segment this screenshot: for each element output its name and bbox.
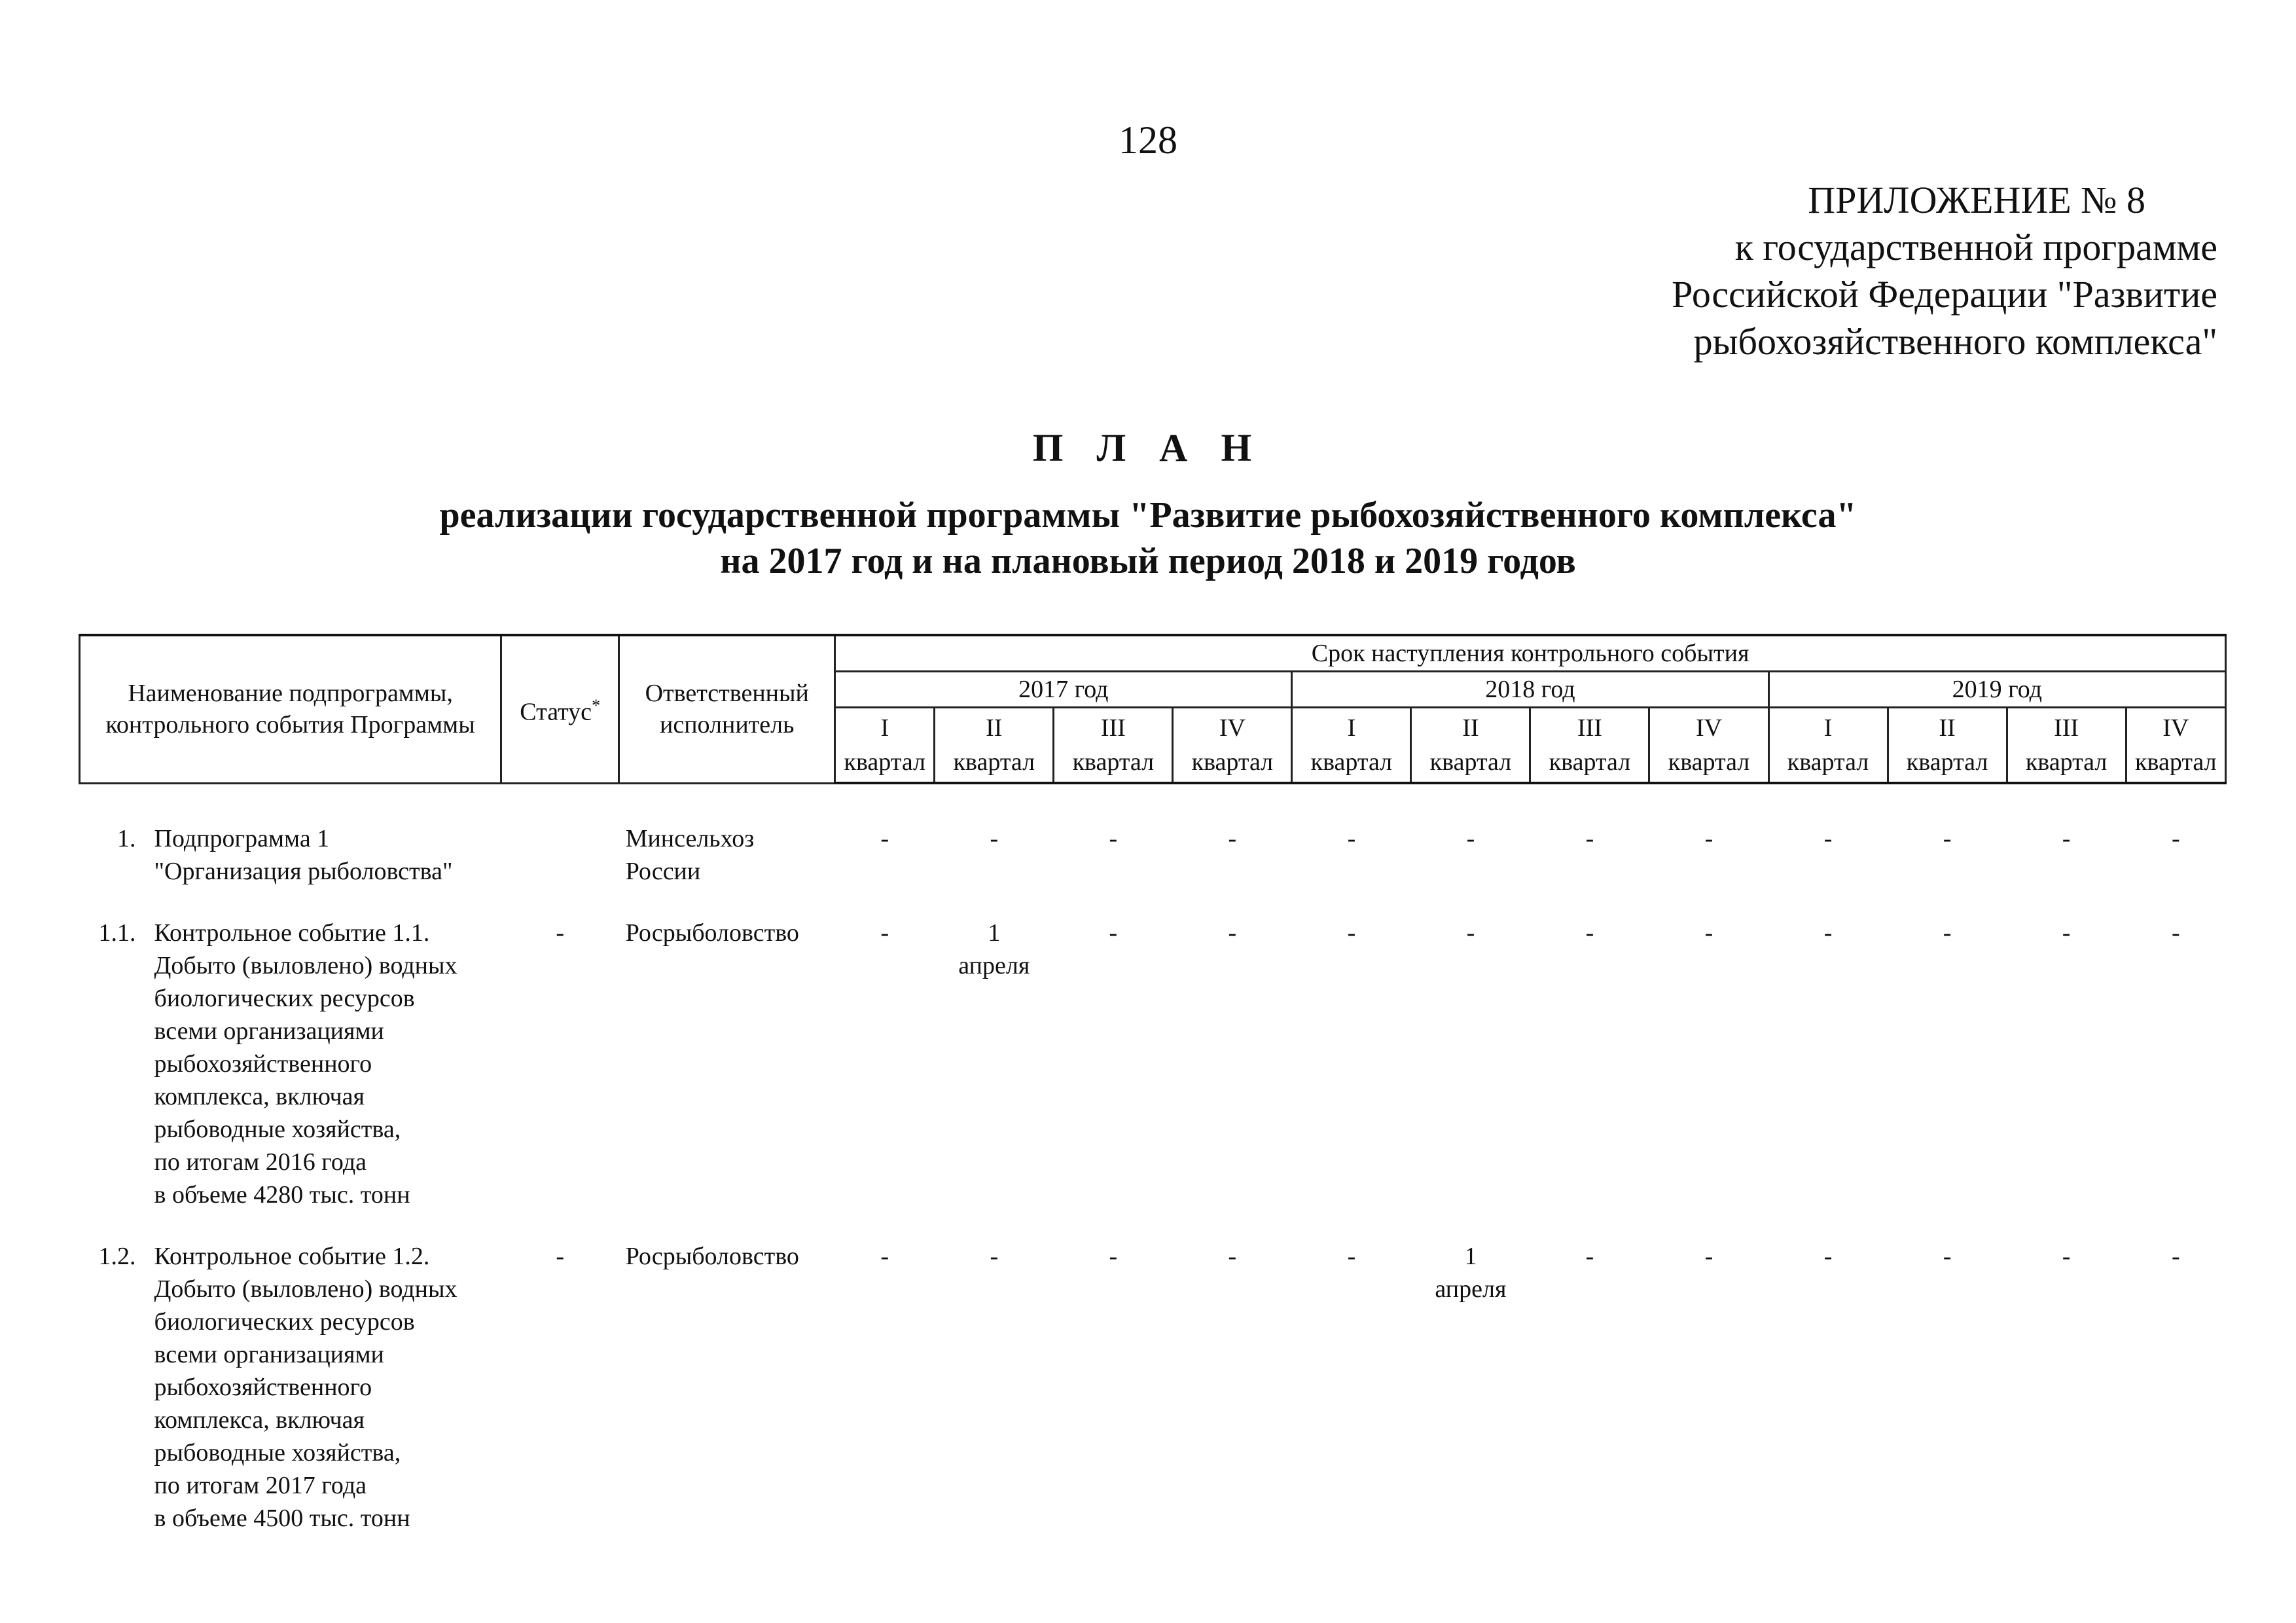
appendix-line: Российской Федерации "Развитие (1672, 273, 2217, 316)
row-executor-line: России (625, 857, 701, 885)
header-quarter-numeral: III (2007, 708, 2126, 746)
header-status (501, 635, 619, 783)
quarter-cell-line: - (1228, 1242, 1237, 1270)
quarter-cell (1292, 783, 1411, 907)
row-number: 1.1. (98, 919, 136, 947)
quarter-cell-line: - (1109, 919, 1118, 947)
header-quarter-word: квартал (2007, 745, 2126, 783)
quarter-cell (2126, 1231, 2225, 1554)
row-name-line: всеми организациями (154, 1340, 384, 1368)
row-number: 1. (117, 824, 136, 852)
quarter-cell (1411, 1231, 1530, 1554)
header-quarter-word: квартал (935, 745, 1054, 783)
quarter-cell (1054, 783, 1173, 907)
quarter-cell-line: - (2062, 1242, 2071, 1270)
quarter-cell-line: - (1347, 825, 1356, 852)
plan-table (79, 634, 2227, 1554)
quarter-cell-line: 1 (988, 919, 1001, 947)
header-quarter-word: квартал (1530, 745, 1649, 783)
row-name-line: Добыто (выловлено) водных (154, 951, 457, 979)
quarter-cell (1054, 1231, 1173, 1554)
quarter-cell (1530, 783, 1649, 907)
quarter-cell (1054, 907, 1173, 1231)
row-name-line: биологических ресурсов (154, 984, 415, 1012)
header-quarter-numeral: I (835, 708, 935, 746)
header-quarter-numeral: II (935, 708, 1054, 746)
quarter-cell (1649, 907, 1768, 1231)
appendix-title: ПРИЛОЖЕНИЕ № 8 (1808, 179, 2145, 221)
quarter-cell-line: апреля (958, 951, 1030, 979)
row-executor-line: Росрыболовство (625, 1242, 799, 1270)
row-name (148, 1231, 501, 1554)
row-name (148, 907, 501, 1231)
quarter-cell (1530, 1231, 1649, 1554)
row-name-line: Добыто (выловлено) водных (154, 1275, 457, 1303)
header-executor: Ответственный исполнитель (619, 635, 835, 783)
quarter-cell (935, 783, 1054, 907)
quarter-cell-line: - (2171, 919, 2180, 947)
quarter-cell-line: - (1585, 1242, 1594, 1270)
quarter-cell (1888, 783, 2007, 907)
row-executor (619, 783, 835, 907)
quarter-cell-line: - (1347, 919, 1356, 947)
appendix-block (1628, 177, 2217, 365)
header-quarter-word: квартал (1173, 745, 1292, 783)
quarter-cell-line: - (1704, 919, 1713, 947)
quarter-cell-line: - (990, 825, 999, 852)
quarter-cell (1888, 907, 2007, 1231)
row-name-line: Контрольное событие 1.1. (154, 919, 430, 947)
row-name-line: Контрольное событие 1.2. (154, 1242, 430, 1270)
quarter-cell (1888, 1231, 2007, 1554)
row-name-line: рыбоводные хозяйства, (154, 1115, 401, 1143)
quarter-cell-line: - (1466, 825, 1475, 852)
quarter-cell-line: - (2171, 1242, 2180, 1270)
header-quarter-numeral: IV (1649, 708, 1768, 746)
header-quarter-numeral: II (1411, 708, 1530, 746)
quarter-cell-line: 1 (1464, 1242, 1477, 1270)
quarter-cell (1292, 907, 1411, 1231)
header-quarter-word: квартал (1768, 745, 1888, 783)
quarter-cell (935, 907, 1054, 1231)
header-quarter-numeral: II (1888, 708, 2007, 746)
quarter-cell-line: - (1943, 825, 1952, 852)
quarter-cell (835, 907, 935, 1231)
quarter-cell (1768, 907, 1888, 1231)
row-name-line: рыбохозяйственного (154, 1049, 372, 1078)
quarter-cell-line: - (1228, 919, 1237, 947)
quarter-cell (835, 1231, 935, 1554)
quarter-cell (2007, 1231, 2126, 1554)
quarter-cell-line: - (1347, 1242, 1356, 1270)
plan-subtitle (0, 492, 2296, 584)
quarter-cell (1411, 783, 1530, 907)
appendix-line: рыбохозяйственного комплекса" (1693, 320, 2217, 363)
header-quarter-numeral: IV (2126, 708, 2225, 746)
header-quarter-word: квартал (1292, 745, 1411, 783)
quarter-cell (1649, 783, 1768, 907)
row-executor (619, 1231, 835, 1554)
quarter-cell-line: - (1704, 1242, 1713, 1270)
quarter-cell (2126, 783, 2225, 907)
header-status-footnote-mark: * (592, 696, 601, 716)
row-status: - (556, 1242, 564, 1270)
quarter-cell (2126, 907, 2225, 1231)
quarter-cell-line: - (2062, 919, 2071, 947)
row-name-line: по итогам 2016 года (154, 1148, 367, 1176)
quarter-cell-line: - (1704, 825, 1713, 852)
quarter-cell (1173, 1231, 1292, 1554)
row-name-line: всеми организациями (154, 1017, 384, 1045)
quarter-cell (2007, 783, 2126, 907)
header-quarter-numeral: I (1292, 708, 1411, 746)
row-executor (619, 907, 835, 1231)
quarter-cell (1173, 783, 1292, 907)
quarter-cell-line: - (1109, 1242, 1118, 1270)
row-name-line: комплекса, включая (154, 1406, 365, 1434)
plan-title: П Л А Н (1032, 426, 1264, 469)
quarter-cell-line: - (990, 1242, 999, 1270)
quarter-cell (2007, 907, 2126, 1231)
row-executor-line: Росрыболовство (625, 919, 799, 947)
row-number: 1.2. (98, 1242, 136, 1270)
quarter-cell-line: - (1585, 919, 1594, 947)
quarter-cell (1649, 1231, 1768, 1554)
quarter-cell (1411, 907, 1530, 1231)
header-deadline-group: Срок наступления контрольного события (835, 635, 2226, 672)
quarter-cell-line: - (1943, 919, 1952, 947)
header-quarter-numeral: III (1054, 708, 1173, 746)
quarter-cell-line: - (880, 825, 889, 852)
row-name-line: рыбохозяйственного (154, 1373, 372, 1401)
plan-subtitle-line: на 2017 год и на плановый период 2018 и 2019 годов (720, 541, 1576, 581)
row-status: - (556, 919, 564, 947)
header-year: 2017 год (835, 672, 1292, 708)
page-number: 128 (1119, 119, 1177, 162)
quarter-cell-line: - (880, 1242, 889, 1270)
quarter-cell-line: - (880, 919, 889, 947)
header-quarter-numeral: I (1768, 708, 1888, 746)
quarter-cell-line: - (2171, 825, 2180, 852)
header-name: Наименование подпрограммы, контрольного события Программы (80, 635, 501, 783)
quarter-cell-line: - (1823, 1242, 1833, 1270)
appendix-line: к государственной программе (1734, 226, 2217, 268)
header-quarter-word: квартал (1054, 745, 1173, 783)
header-year: 2019 год (1768, 672, 2225, 708)
quarter-cell-line: апреля (1435, 1275, 1507, 1303)
header-quarter-numeral: III (1530, 708, 1649, 746)
row-name-line: комплекса, включая (154, 1082, 365, 1110)
row-executor-line: Минсельхоз (625, 824, 755, 852)
table-row (80, 907, 2226, 1231)
header-quarter-word: квартал (1649, 745, 1768, 783)
quarter-cell (1530, 907, 1649, 1231)
quarter-cell-line: - (1466, 919, 1475, 947)
quarter-cell-line: - (1109, 825, 1118, 852)
header-year: 2018 год (1292, 672, 1768, 708)
quarter-cell-line: - (2062, 825, 2071, 852)
quarter-cell-line: - (1823, 825, 1833, 852)
row-name-line: по итогам 2017 года (154, 1471, 367, 1499)
header-quarter-numeral: IV (1173, 708, 1292, 746)
header-status-label: Статус (520, 699, 592, 727)
quarter-cell (1768, 783, 1888, 907)
row-name-line: в объеме 4500 тыс. тонн (154, 1504, 410, 1532)
quarter-cell (1768, 1231, 1888, 1554)
quarter-cell-line: - (1943, 1242, 1952, 1270)
row-name-line: "Организация рыболовства" (154, 857, 453, 885)
row-status (501, 783, 619, 907)
header-quarter-word: квартал (1888, 745, 2007, 783)
header-quarter-word: квартал (2126, 745, 2225, 783)
table-row (80, 1231, 2226, 1554)
row-name-line: в объеме 4280 тыс. тонн (154, 1180, 410, 1209)
quarter-cell-line: - (1823, 919, 1833, 947)
row-name-line: биологических ресурсов (154, 1307, 415, 1336)
quarter-cell-line: - (1585, 825, 1594, 852)
row-name-line: рыбоводные хозяйства, (154, 1438, 401, 1467)
header-quarter-word: квартал (835, 745, 935, 783)
plan-subtitle-line: реализации государственной программы "Развитие рыбохозяйственного комплекса" (439, 495, 1857, 536)
header-quarter-word: квартал (1411, 745, 1530, 783)
quarter-cell (935, 1231, 1054, 1554)
row-name-line: Подпрограмма 1 (154, 824, 330, 852)
table-row (80, 783, 2226, 907)
quarter-cell-line: - (1228, 825, 1237, 852)
quarter-cell (1292, 1231, 1411, 1554)
quarter-cell (835, 783, 935, 907)
row-name (148, 783, 501, 907)
quarter-cell (1173, 907, 1292, 1231)
